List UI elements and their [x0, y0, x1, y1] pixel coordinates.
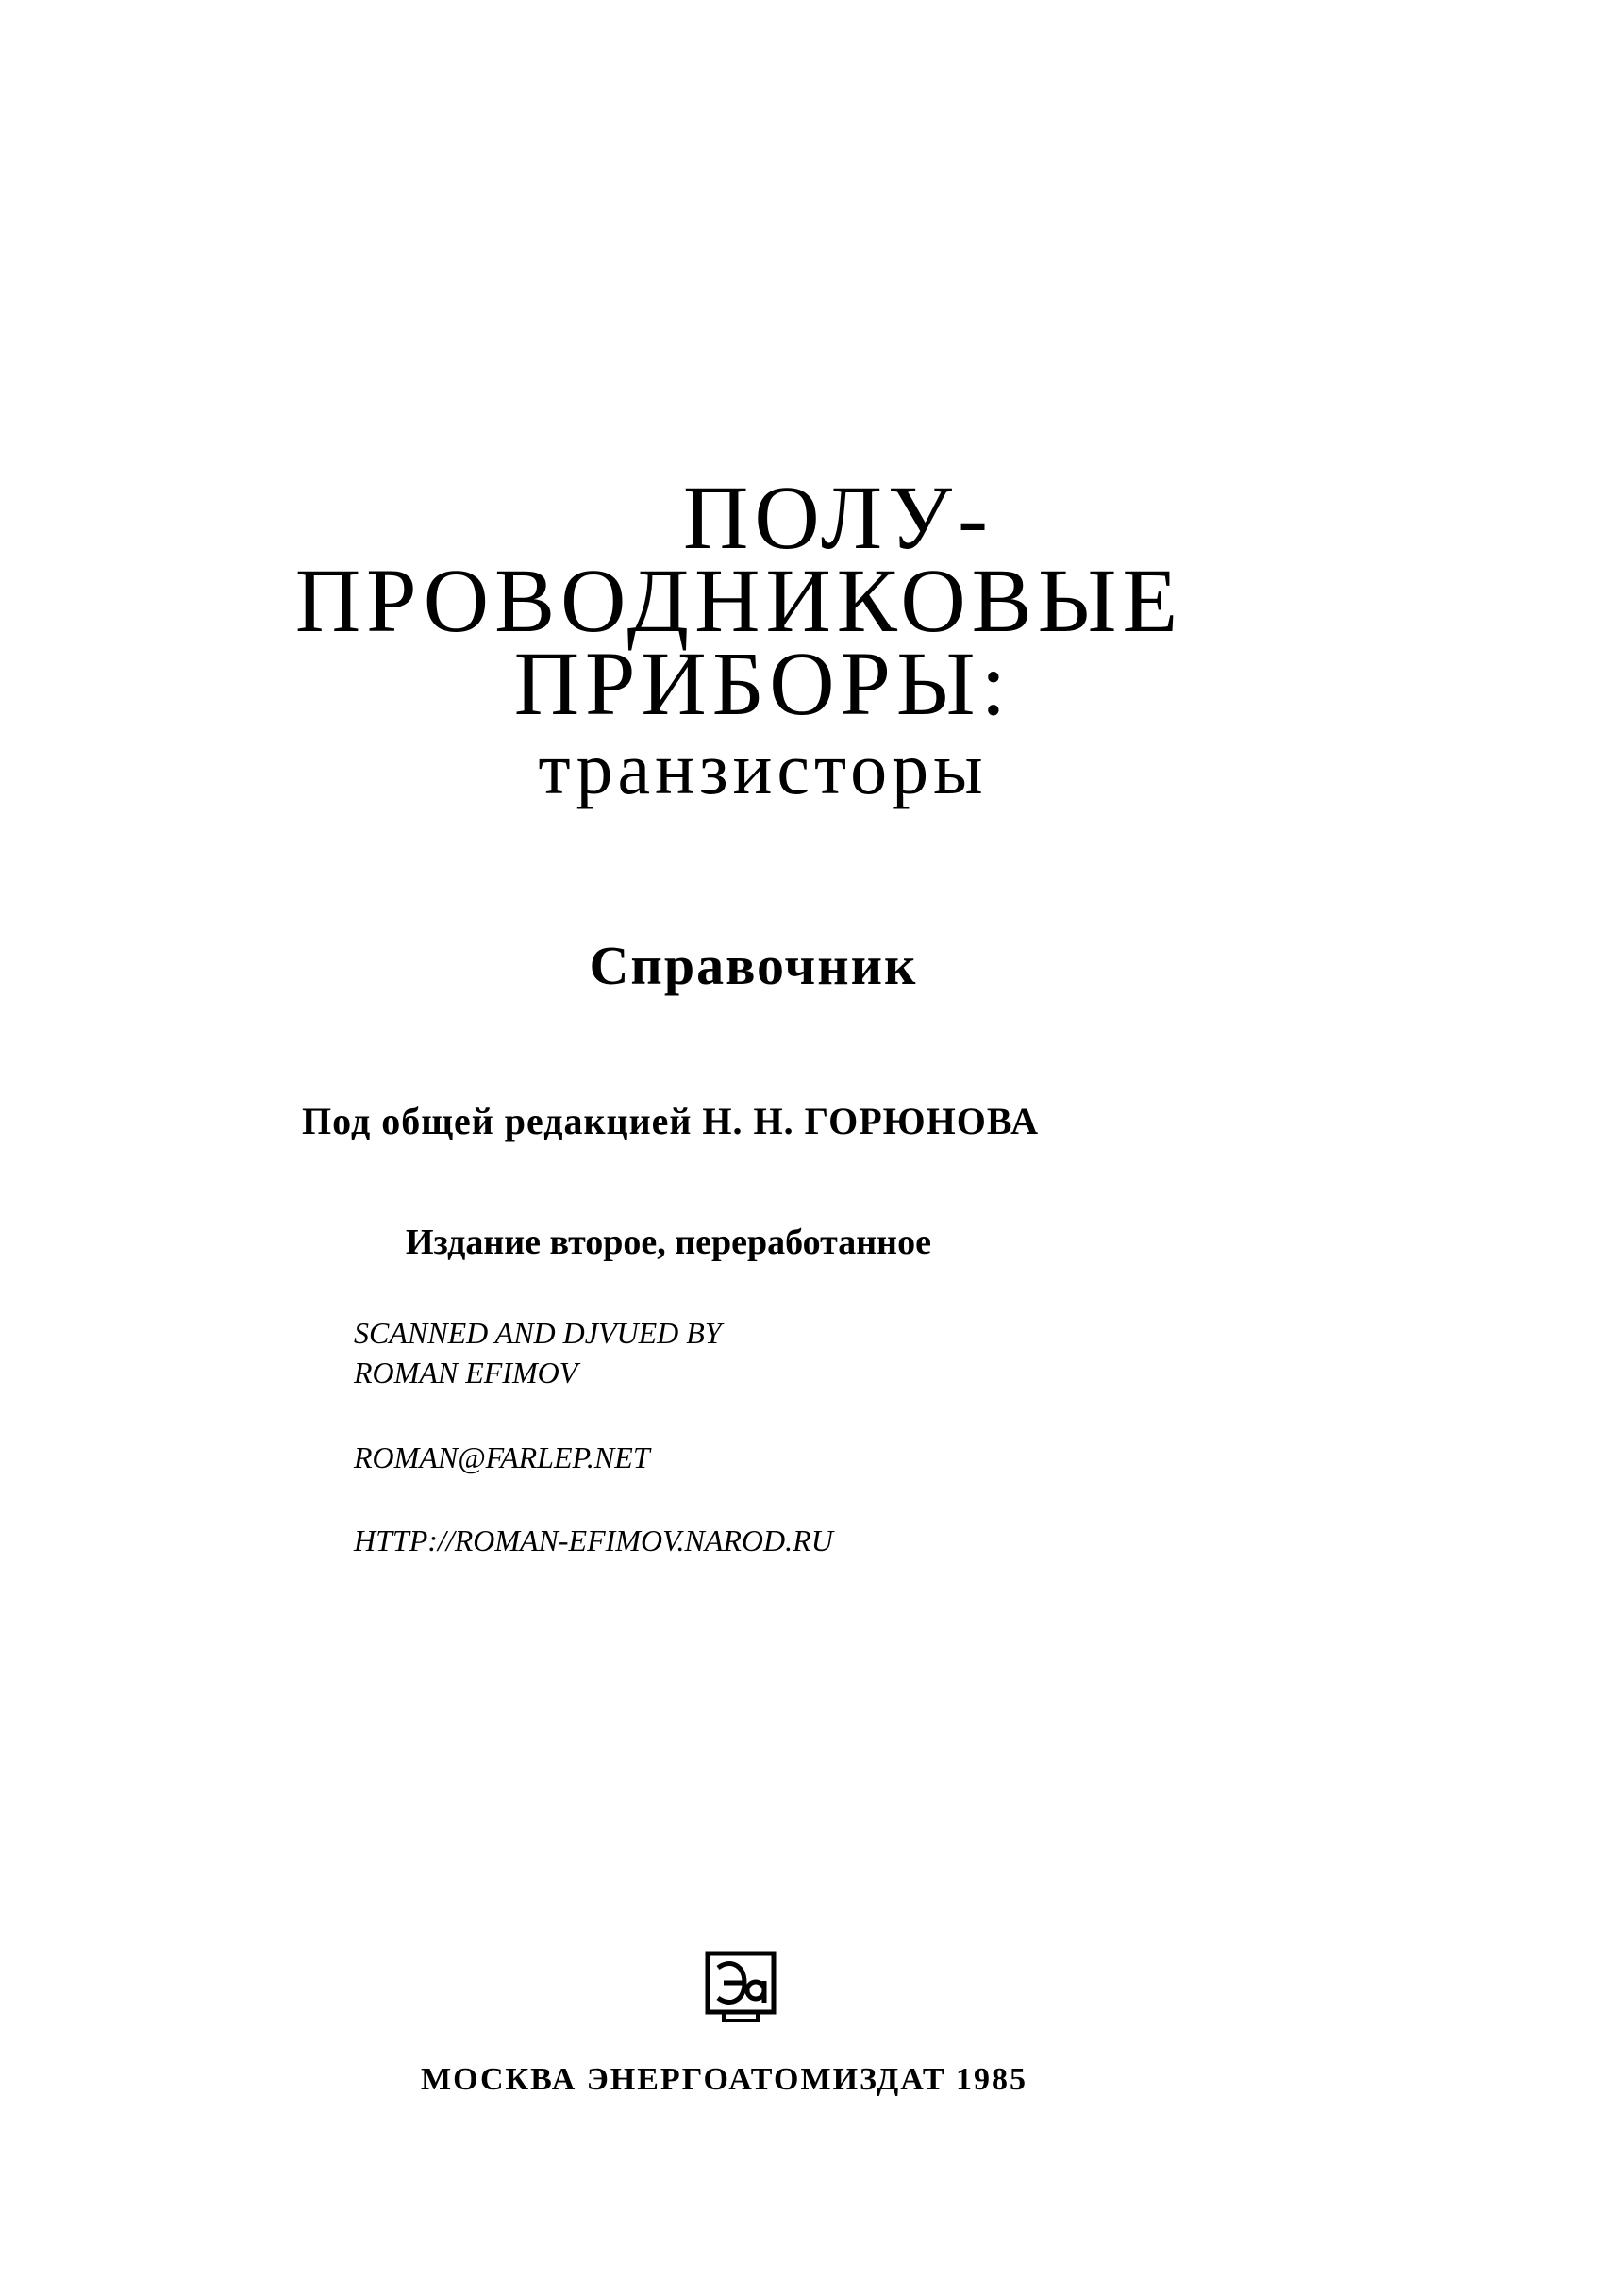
title-line-3: ПРИБОРЫ:: [513, 633, 1012, 734]
book-title: [0, 467, 1620, 812]
book-kind-label: Справочник: [589, 935, 918, 996]
book-subtitle: транзисторы: [538, 727, 988, 809]
scan-note-line-1: SCANNED AND DJVUED BY: [354, 1316, 722, 1350]
publisher-footer: МОСКВА ЭНЕРГОАТОМИЗДАТ 1985: [421, 2062, 1028, 2097]
title-line-1: ПОЛУ-: [683, 467, 994, 568]
editor-line: Под общей редакцией Н. Н. ГОРЮНОВА: [302, 1100, 1039, 1142]
edition-line: Издание второе, переработанное: [406, 1223, 931, 1262]
title-line-2: ПРОВОДНИКОВЫЕ: [294, 550, 1184, 651]
publisher-logo-icon: [705, 1951, 777, 2024]
book-kind: [0, 934, 1620, 997]
scan-note-url: HTTP://ROMAN-EFIMOV.NAROD.RU: [354, 1523, 833, 1557]
scan-note-email: ROMAN@FARLEP.NET: [354, 1440, 650, 1474]
scan-note-line-2: ROMAN EFIMOV: [354, 1356, 578, 1389]
